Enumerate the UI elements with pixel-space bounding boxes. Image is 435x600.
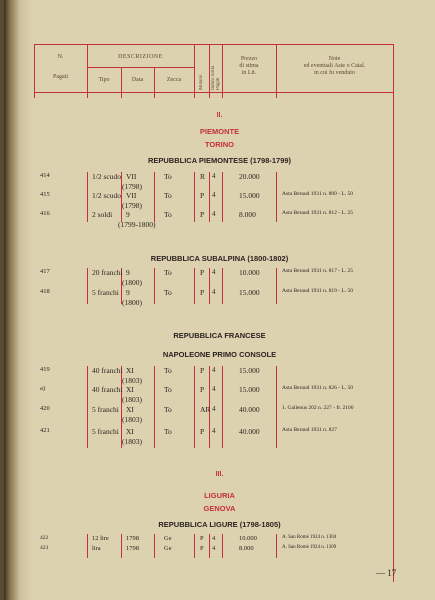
city-torino: TORINO <box>204 140 235 149</box>
row-metallo: P <box>200 191 205 200</box>
row-rarita: 4 <box>212 366 216 374</box>
row-data-secondary: (1799-1800) <box>118 220 156 229</box>
row-zecca: To <box>164 427 172 436</box>
body-line-n-3 <box>87 366 88 448</box>
row-zecca: To <box>164 366 172 375</box>
row-rarita: 4 <box>212 210 216 218</box>
row-data: 1798 <box>126 535 139 542</box>
row-data-secondary: (1803) <box>122 376 142 385</box>
row-metallo: P <box>200 427 205 436</box>
row-zecca: Ge <box>164 535 172 542</box>
header-data: Data <box>131 77 144 83</box>
body-line-data-4 <box>154 534 155 558</box>
header-note-2: ed eventuali Aste o Catal. <box>303 63 366 69</box>
row-tipo: 40 franchi <box>92 385 123 394</box>
row-zecca: To <box>164 268 172 277</box>
desc-sub-line <box>87 67 194 68</box>
row-data-secondary: (1798) <box>122 182 142 191</box>
row-note: Asta Beraud 1931 n. 827 <box>282 427 337 433</box>
row-zecca: To <box>164 191 172 200</box>
row-metallo: P <box>200 535 204 542</box>
row-data: 1798 <box>126 545 139 552</box>
section-ii: II. <box>216 112 223 119</box>
header-pagati: Pagati <box>53 74 68 80</box>
row-data-secondary: (1798) <box>122 201 142 210</box>
row-note: 1. Gallenus 202 n. 227 - fr. 2100 <box>282 405 354 411</box>
row-tipo: 40 franchi <box>92 366 123 375</box>
city-genova: GENOVA <box>203 504 236 513</box>
row-rarita: 4 <box>212 191 216 199</box>
body-line-prezzo-1 <box>276 172 277 222</box>
row-note: Asta Beraud 1931 n. 812 - L. 25 <box>282 210 354 216</box>
row-number: 414 <box>40 172 50 179</box>
body-line-zecca-1 <box>194 172 195 222</box>
row-data: VII <box>126 172 137 181</box>
col-line-n <box>87 44 88 98</box>
row-rarita: 4 <box>212 427 216 435</box>
row-tipo: 5 franchi <box>92 427 119 436</box>
body-line-n-2 <box>87 268 88 304</box>
header-indice-rarita: Indice rarità <box>211 65 216 90</box>
body-line-metallo-2 <box>209 268 210 304</box>
row-zecca: To <box>164 405 172 414</box>
row-number: 416 <box>40 210 50 217</box>
row-number: 423 <box>40 545 49 551</box>
body-line-rarita-1 <box>222 172 223 222</box>
body-line-rarita-3 <box>222 366 223 448</box>
frame-left-line <box>34 44 35 98</box>
row-data-secondary: (1800) <box>122 278 142 287</box>
section-iii: III. <box>215 471 224 478</box>
row-number: 418 <box>40 288 50 295</box>
row-prezzo: 40.000 <box>239 427 260 436</box>
row-rarita: 4 <box>212 385 216 393</box>
catalog-page <box>4 0 435 600</box>
header-descrizione: DESCRIZIONE <box>118 54 163 60</box>
row-metallo: AR <box>200 405 211 414</box>
header-prezzo-3: in Lit. <box>241 70 257 76</box>
body-line-zecca-4 <box>194 534 195 558</box>
row-rarita: 4 <box>212 535 216 542</box>
row-zecca: To <box>164 288 172 297</box>
heading-rep-piemontese: REPUBBLICA PIEMONTESE (1798-1799) <box>147 156 292 165</box>
row-zecca: To <box>164 385 172 394</box>
row-tipo: 1/2 scudo <box>92 172 121 181</box>
row-number: 422 <box>40 535 49 541</box>
body-line-rarita-4 <box>222 534 223 558</box>
row-number: 421 <box>40 427 50 434</box>
row-data: XI <box>126 385 134 394</box>
row-data-secondary: (1803) <box>122 415 142 424</box>
row-data: XI <box>126 405 134 414</box>
heading-napoleone: NAPOLEONE PRIMO CONSOLE <box>162 350 277 359</box>
row-number: a) <box>40 385 46 392</box>
row-prezzo: 15.000 <box>239 288 260 297</box>
row-note: Asta Beraud 1931 n. 819 - L. 50 <box>282 288 354 294</box>
row-data: VII <box>126 191 137 200</box>
row-tipo: 1/2 scudo <box>92 191 121 200</box>
region-liguria: LIGURIA <box>204 491 235 500</box>
header-prezzo-1: Prezzo <box>240 56 258 62</box>
row-data: 9 <box>126 288 130 297</box>
row-data: XI <box>126 366 134 375</box>
row-metallo: P <box>200 545 204 552</box>
row-metallo: R <box>200 172 206 181</box>
row-prezzo: 8.000 <box>239 210 256 219</box>
row-rarita: 4 <box>212 405 216 413</box>
col-line-metallo <box>209 44 210 98</box>
row-data-secondary: (1800) <box>122 298 142 307</box>
body-line-rarita-2 <box>222 268 223 304</box>
row-prezzo: 15.000 <box>239 191 260 200</box>
row-number: 420 <box>40 405 50 412</box>
row-prezzo: 20.000 <box>239 172 260 181</box>
row-prezzo: 15.000 <box>239 385 260 394</box>
row-tipo: 2 soldi <box>92 210 113 219</box>
heading-rep-francese: REPUBBLICA FRANCESE <box>173 331 266 340</box>
header-note-1: Note <box>328 56 341 62</box>
row-prezzo: 15.000 <box>239 366 260 375</box>
row-zecca: To <box>164 172 172 181</box>
body-line-data-3 <box>154 366 155 448</box>
body-line-tipo-4 <box>121 534 122 558</box>
header-pagati-vert: Pagati <box>216 77 221 90</box>
body-line-prezzo-2 <box>276 268 277 304</box>
body-line-prezzo-3 <box>276 366 277 448</box>
row-number: 419 <box>40 366 50 373</box>
row-prezzo: 40.000 <box>239 405 260 414</box>
row-note: A. San Romè 1924 n. 1309 <box>282 545 337 550</box>
row-rarita: 4 <box>212 172 216 180</box>
region-piemonte: PIEMONTE <box>199 127 240 136</box>
row-note: Asta Beraud 1931 n. 826 - L. 50 <box>282 385 354 391</box>
body-line-tipo-1 <box>121 172 122 222</box>
header-metallo: Metallo <box>199 74 204 90</box>
row-metallo: P <box>200 210 205 219</box>
header-n: N. <box>57 54 64 60</box>
row-prezzo: 10.000 <box>239 268 260 277</box>
body-line-data-1 <box>154 172 155 222</box>
body-line-zecca-2 <box>194 268 195 304</box>
heading-rep-ligure: REPUBBLICA LIGURE (1798-1805) <box>158 520 281 529</box>
frame-top-line <box>34 44 394 45</box>
row-note: Asta Beraud 1931 n. 817 - L. 25 <box>282 268 354 274</box>
row-tipo: 5 franchi <box>92 405 119 414</box>
col-line-zecca <box>194 44 195 98</box>
row-metallo: P <box>200 288 205 297</box>
row-number: 417 <box>40 268 50 275</box>
row-zecca: To <box>164 210 172 219</box>
header-prezzo-2: di stima <box>239 63 259 69</box>
row-tipo: lira <box>92 545 101 552</box>
body-line-n-1 <box>87 172 88 222</box>
body-line-prezzo-4 <box>276 534 277 558</box>
row-zecca: Ge <box>164 545 172 552</box>
body-line-metallo-1 <box>209 172 210 222</box>
row-data-secondary: (1803) <box>122 395 142 404</box>
header-tipo: Tipo <box>98 77 110 83</box>
row-tipo: 20 franchi <box>92 268 123 277</box>
row-data: XI <box>126 427 134 436</box>
row-metallo: P <box>200 268 205 277</box>
row-rarita: 4 <box>212 288 216 296</box>
row-rarita: 4 <box>212 268 216 276</box>
row-number: 415 <box>40 191 50 198</box>
frame-right-line <box>393 44 394 582</box>
row-data: 9 <box>126 210 130 219</box>
heading-rep-subalpina: REPUBBLICA SUBALPINA (1800-1802) <box>150 254 289 263</box>
page-number: — 17 <box>376 568 397 578</box>
row-data: 9 <box>126 268 130 277</box>
row-data-secondary: (1803) <box>122 437 142 446</box>
row-rarita: 4 <box>212 545 216 552</box>
header-zecca: Zecca <box>166 77 182 83</box>
row-tipo: 12 lire <box>92 535 109 542</box>
header-bottom-line <box>34 92 394 93</box>
row-prezzo: 10.000 <box>239 535 257 542</box>
body-line-metallo-4 <box>209 534 210 558</box>
row-note: Asta Beraud 1931 n. 809 - L. 50 <box>282 191 354 197</box>
row-metallo: P <box>200 385 205 394</box>
row-note: A. San Romè 1924 n. 1304 <box>282 535 337 540</box>
body-line-data-2 <box>154 268 155 304</box>
row-prezzo: 8.000 <box>239 545 254 552</box>
row-tipo: 5 franchi <box>92 288 119 297</box>
body-line-n-4 <box>87 534 88 558</box>
body-line-zecca-3 <box>194 366 195 448</box>
header-note-3: in cui fu venduto <box>314 70 355 76</box>
row-metallo: P <box>200 366 205 375</box>
